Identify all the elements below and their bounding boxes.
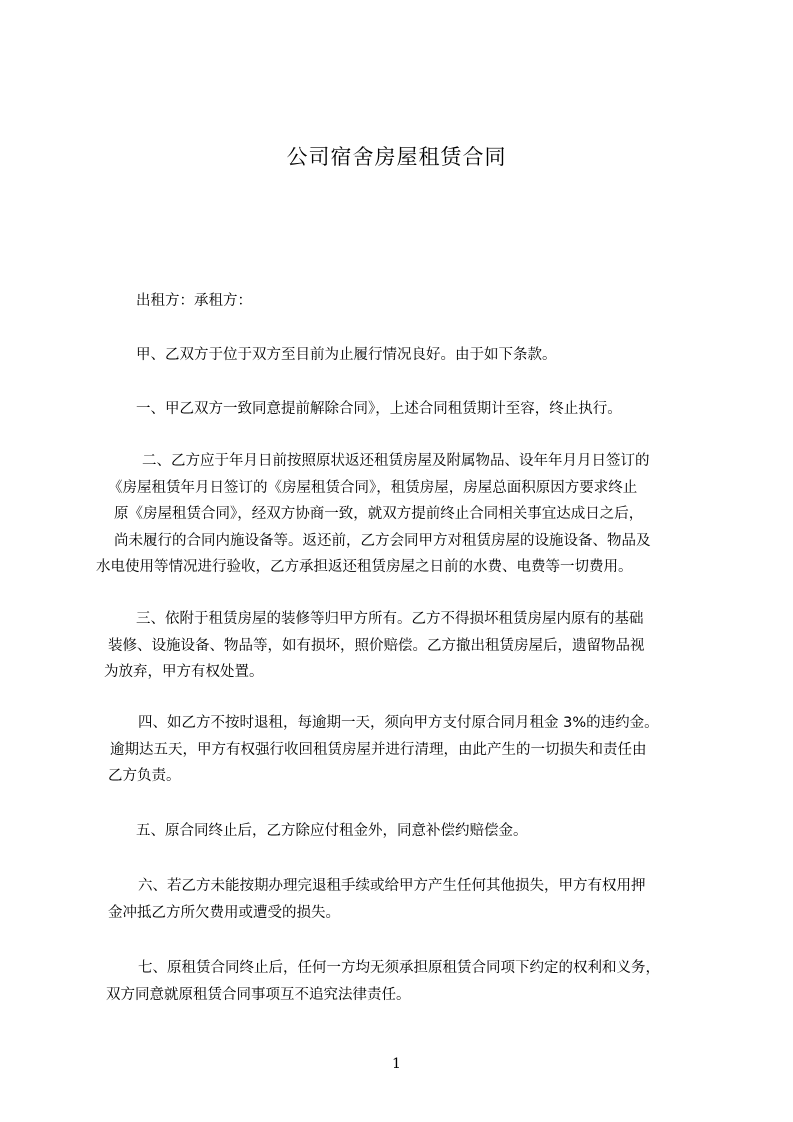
paragraph-line: 出租方：承租方：: [136, 293, 252, 309]
paragraph-line: 为放弃，甲方有权处置。: [104, 664, 264, 680]
paragraph-line: 六、若乙方未能按期办理完退租手续或给甲方产生任何其他损失，甲方有权用押: [138, 878, 646, 894]
paragraph-line: 装修、设施设备、物品等，如有损坏，照价赔偿。乙方撤出租赁房屋后，遗留物品视: [108, 637, 645, 654]
preamble-paragraph: [108, 342, 718, 369]
paragraph-line: 二、乙方应于年月日前按照原状返还租赁房屋及附属物品、设年年月月日签订的: [142, 453, 650, 469]
clause-4-paragraph: [108, 710, 718, 790]
paragraph-line: 甲、乙双方于位于双方至目前为止履行情况良好。由于如下条款。: [136, 347, 557, 363]
clause-7-paragraph: [108, 955, 718, 1008]
paragraph-line: 原《房屋租赁合同》，经双方协商一致，就双方提前终止合同相关事宜达成日之后，: [114, 506, 644, 522]
page-number: 1: [392, 1056, 401, 1072]
paragraph-line: 四、如乙方不按时退租，每逾期一天，须向甲方支付原合同月租金 3%的违约金。: [138, 715, 659, 731]
clause-6-paragraph: [108, 873, 718, 926]
paragraph-line: 水电使用等情况进行验收，乙方承担返还租赁房屋之日前的水费、电费等一切费用。: [96, 559, 633, 575]
paragraph-line: 双方同意就原租赁合同事项互不追究法律责任。: [106, 986, 411, 1003]
clause-2-paragraph: [96, 448, 718, 581]
paragraph-line: 五、原合同终止后，乙方除应付租金外，同意补偿约赔偿金。: [136, 823, 528, 839]
clause-5-paragraph: [108, 818, 718, 845]
paragraph-line: 金冲抵乙方所欠费用或遭受的损失。: [108, 904, 340, 921]
paragraph-line: 逾期达五天，甲方有权强行收回租赁房屋并进行清理，由此产生的一切损失和责任由: [110, 741, 647, 758]
paragraph-line: 一、甲乙双方一致同意提前解除合同》，上述合同租赁期计至容，终止执行。: [136, 401, 622, 417]
parties-paragraph: [108, 288, 718, 315]
paragraph-line: 七、原租赁合同终止后，任何一方均无须承担原租赁合同项下约定的权利和义务，: [138, 960, 660, 976]
clause-1-paragraph: [108, 396, 718, 423]
document-title: 公司宿舍房屋租赁合同: [286, 145, 507, 169]
paragraph-line: 《房屋租赁年月日签订的《房屋租赁合同》，租赁房屋，房屋总面积原因方要求终止: [108, 479, 638, 496]
clause-3-paragraph: [104, 606, 718, 686]
paragraph-line: 三、依附于租赁房屋的装修等归甲方所有。乙方不得损坏租赁房屋内原有的基础: [136, 611, 644, 627]
paragraph-line: 乙方负责。: [108, 768, 181, 784]
paragraph-line: 尚未履行的合同内施设备等。返还前，乙方会同甲方对租赁房屋的设施设备、物品及: [114, 532, 651, 549]
